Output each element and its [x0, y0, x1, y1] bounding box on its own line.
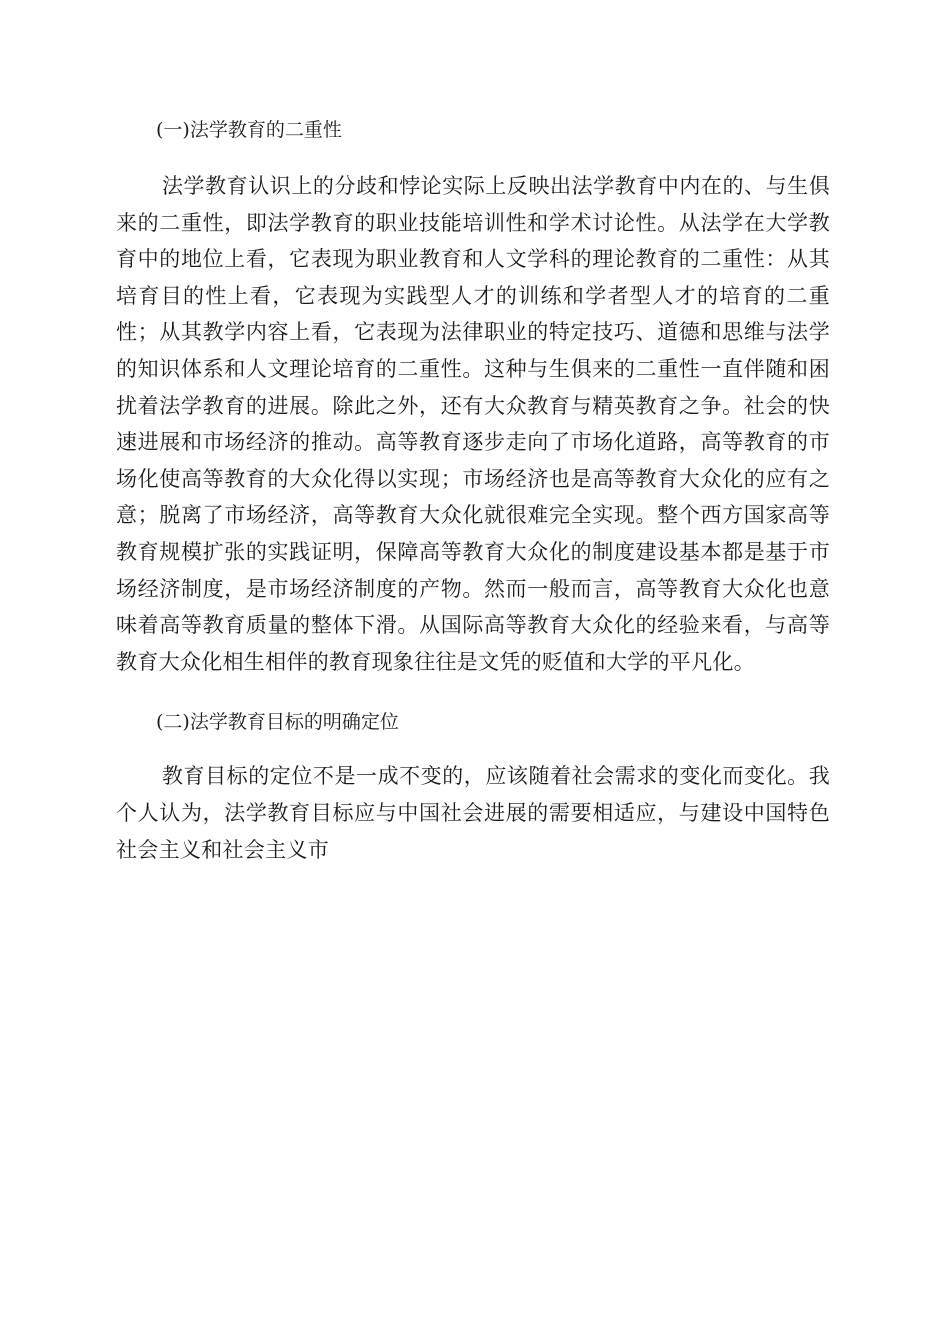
section-heading-2: (二)法学教育目标的明确定位	[156, 711, 399, 734]
section-paragraph-2: 教育目标的定位不是一成不变的，应该随着社会需求的变化而变化。我个人认为，法学教育目标应与中国社会进展的需要相适应，与建设中国特色社会主义和社会主义市	[116, 764, 830, 862]
document-body	[116, 114, 830, 868]
section-paragraph-1: 法学教育认识上的分歧和悖论实际上反映出法学教育中内在的、与生俱来的二重性，即法学教育的职业技能培训性和学术讨论性。从法学在大学教育中的地位上看，它表现为职业教育和人文学科的理论教育的二重性：从其培育目的性上看，它表现为实践型人才的训练和学者型人才的培育的二重性；从其教学内容上看，它表现为法律职业的特定技巧、道德和思维与法学的知识体系和人文理论培育的二重性。这种与生俱来的二重性一直伴随和困扰着法学教育的进展。除此之外，还有大众教育与精英教育之争。社会的快速进展和市场经济的推动。高等教育逐步走向了市场化道路，高等教育的市场化使高等教育的大众化得以实现；市场经济也是高等教育大众化的应有之意；脱离了市场经济，高等教育大众化就很难完全实现。整个西方国家高等教育规模扩张的实践证明，保障高等教育大众化的制度建设基本都是基于市场经济制度，是市场经济制度的产物。然而一般而言，高等教育大众化也意味着高等教育质量的整体下滑。从国际高等教育大众化的经验来看，与高等教育大众化相生相伴的教育现象往往是文凭的贬值和大学的平凡化。	[116, 174, 830, 674]
section-heading-1: (一)法学教育的二重性	[156, 119, 342, 141]
